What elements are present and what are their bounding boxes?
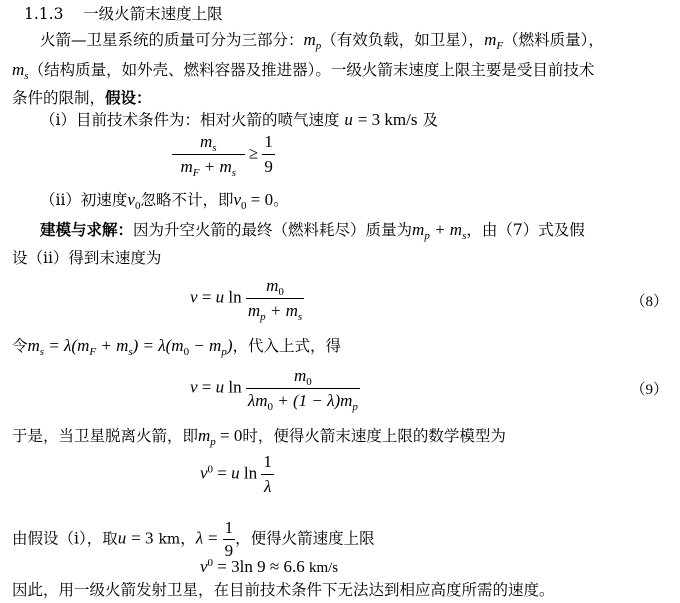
- result-expr: = 3ln 9 ≈ 6.6: [217, 557, 305, 576]
- ratio-fraction: $\frac{m_s}{m_F + m_s}$: [172, 132, 245, 177]
- result-unit: km/s: [308, 560, 339, 576]
- final-mass: $m_p + m_s$: [412, 220, 467, 242]
- so-text-1: 于是，当卫星脱离火箭，即: [12, 427, 199, 445]
- model-text-1: 因为升空火箭的最终（燃料耗尽）质量为: [133, 221, 413, 239]
- model-text-3: 设（ii）得到末速度为: [12, 249, 162, 267]
- substitution-line: [12, 336, 672, 356]
- intro-text-2: 条件的限制，: [12, 89, 106, 107]
- v0-zero-value: = 0: [246, 190, 274, 209]
- equation-8: v = u ln $\frac{m_0}{m_p + m_s}$: [190, 276, 303, 323]
- intro-line-2: [12, 60, 672, 80]
- u-symbol-2: u: [117, 528, 127, 548]
- conclusion: 因此，用一级火箭发射卫星，在目前技术条件下无法达到相应高度所需的速度。: [12, 581, 555, 599]
- ratio-inequality: [172, 132, 275, 177]
- mp-zero-value: = 0: [215, 426, 243, 445]
- equation-9: v = u ln $\frac{m_0}{\lambda m_0 + (1 - \lambda)m_p}$: [190, 366, 358, 413]
- mF-note: （燃料质量），: [503, 31, 604, 49]
- model-label: 建模与求解：: [40, 220, 134, 239]
- assumption-2-text: （ii）初速度: [40, 191, 128, 209]
- symbol-mF: $m_F$: [484, 30, 504, 52]
- assumption-2-mid: 忽略不计，即: [140, 191, 234, 209]
- u-unit: km: [158, 531, 181, 548]
- by-assumption-line: 由假设（i），取u = 3 km，λ = $\frac{1}{9}$ ，便得火箭速度上限: [12, 518, 375, 560]
- equation-9-number: （9）: [630, 382, 668, 398]
- model-line-2: [12, 248, 672, 268]
- u-value: = 3: [131, 528, 154, 548]
- symbol-mp: $m_p$: [303, 30, 322, 52]
- let-prefix: 令: [12, 337, 28, 355]
- symbol-u: u: [344, 110, 353, 129]
- substitution-expr: $m_s = \lambda(m_F + m_s) = \lambda(m_0 - m_p)$: [27, 336, 233, 358]
- by-text-1: 由假设（i），取: [12, 529, 118, 548]
- assumption-1-value: = 3 km/s: [357, 110, 418, 129]
- ratio-relation: ≥: [248, 143, 259, 163]
- lambda-value: $\frac{1}{9}$: [224, 518, 234, 560]
- v0-zero: $v_0$: [233, 190, 247, 212]
- assumption-1: [40, 110, 672, 130]
- so-text-2: 时，便得火箭末速度上限的数学模型为: [242, 427, 506, 445]
- lambda-symbol: λ: [195, 528, 204, 548]
- so-line: [12, 426, 672, 446]
- intro-line-3: [12, 88, 672, 108]
- assumption-2-tail: 。: [273, 191, 289, 209]
- ratio-bound: $\frac{1}{9}$: [264, 132, 273, 176]
- symbol-v0: $v_0$: [127, 190, 141, 212]
- upper-bound-model: $v^0 = u$ ln $\frac{1}{\lambda}$: [200, 452, 272, 496]
- equation-8-number: （8）: [630, 294, 668, 310]
- section-heading: [24, 4, 672, 24]
- assumption-1-tail: 及: [422, 111, 438, 129]
- result-equation: $v^0 = 3\ln$ 9 ≈ 6.6 km/s: [200, 557, 339, 576]
- model-text-2: ，由（7）式及假: [466, 221, 585, 239]
- section-title: 一级火箭末速度上限: [83, 5, 223, 23]
- symbol-ms: $m_s$: [12, 60, 29, 82]
- section-number: 1.1.3: [24, 5, 64, 23]
- mp-note: （有效负载，如卫星），: [321, 31, 485, 49]
- ms-note: （结构质量，如外壳、燃料容器及推进器）。一级火箭末速度上限主要是受目前技术: [28, 61, 595, 79]
- intro-text-1: 火箭—卫星系统的质量可分为三部分：: [40, 31, 304, 49]
- assumption-label: 假设：: [105, 88, 152, 107]
- intro-line-1: [40, 30, 672, 50]
- model-line-1: [40, 220, 672, 240]
- let-tail: ，代入上式，得: [232, 337, 341, 355]
- assumption-1-text: （i）目前技术条件为：相对火箭的喷气速度: [40, 111, 340, 129]
- assumption-2: [40, 190, 672, 210]
- mp-zero: $m_p$: [198, 426, 216, 448]
- by-text-2: ，便得火箭速度上限: [235, 529, 375, 548]
